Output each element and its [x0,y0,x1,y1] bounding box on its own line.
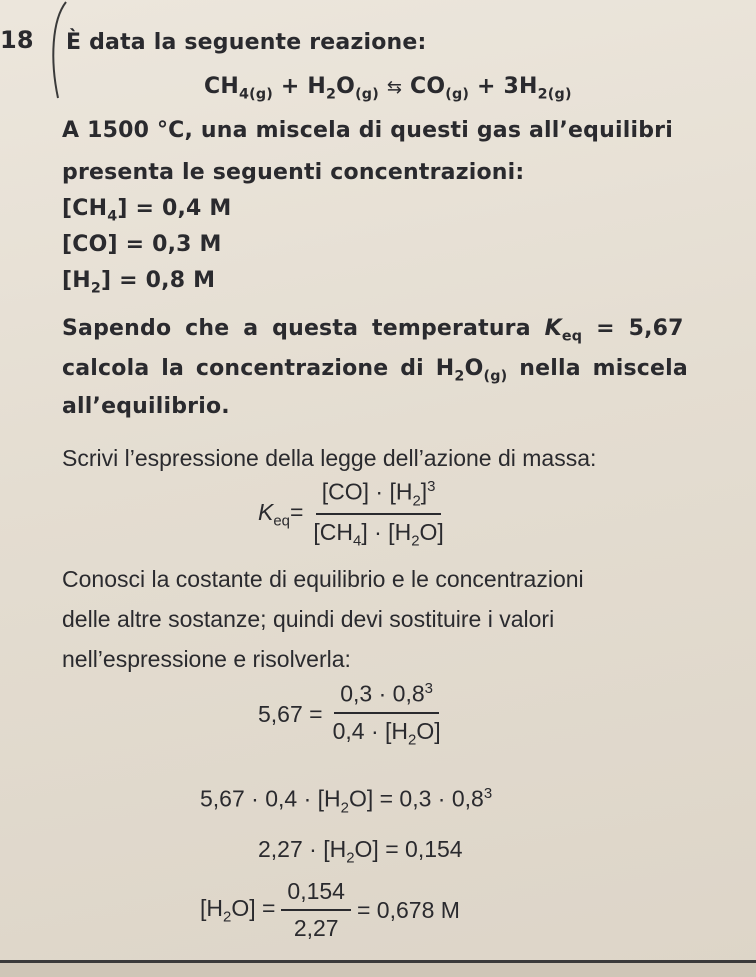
substitution-denominator: $0,4 \cdot [H_2O]$ [332,717,441,749]
problem-eq-line: all’equilibrio. [62,394,230,419]
problem-keq-line: Sapendo che a questa temperatura $K_{eq} = 5,67$ [62,316,684,345]
problem-line-2: A 1500 °C, una miscela di questi gas all’equilibri [62,118,673,143]
solution-step-2-line-3: nell’espressione e risolverla: [62,646,351,672]
reaction-equation: $CH_{4(g)} + H_2O_{(g)}$ ⇆ $CO_{(g)} + 3H_{2(g)}$ [204,74,572,103]
keq-expression: $K_{eq}=$ $\frac{[CO] \cdot [H_2]^3}{[CH_4] \cdot [H_2O]}$ [258,478,450,550]
final-denominator: 2,27 [293,915,339,941]
final-numerator: 0,154 [281,878,351,911]
problem-number: 18 [0,26,34,54]
equation-line-a: $5,67 \cdot 0,4 \cdot [H_2O] = 0,3 \cdot 0,8^3$ [200,785,493,817]
page-bottom-edge [0,960,756,977]
keq-numerator: $[CO] \cdot [H_2]^3$ [316,478,442,515]
solution-step-2-line-1: Conosci la costante di equilibrio e le concentrazioni [62,566,584,592]
problem-intro: È data la seguente reazione: [66,30,427,55]
concentration-co: [CO] = 0,3 M [62,232,222,257]
substitution-equation: 5,67 = $\frac{0,3 \cdot 0,8^3}{0,4 \cdot [H_2O]}$ [258,680,447,748]
final-result: $[H_2O]$ = $\frac{0,154}{2,27}$ = 0,678 M [200,878,460,941]
equation-line-b: $2,27 \cdot [H_2O] = 0,154$ [258,836,463,867]
problem-calc-line: calcola la concentrazione di $H_2O_{(g)}$ nella miscela [62,356,688,385]
concentration-h2: $[H_2] = 0,8$ M [62,268,216,297]
problem-line-3: presenta le seguenti concentrazioni: [62,160,525,185]
solution-step-2-line-2: delle altre sostanze; quindi devi sostituire i valori [62,606,555,632]
substitution-numerator: $0,3 \cdot 0,8^3$ [334,680,439,714]
solution-step-1: Scrivi l’espressione della legge dell’azione di massa: [62,445,597,471]
concentration-ch4: $[CH_4] = 0,4$ M [62,196,232,225]
keq-denominator: $[CH_4] \cdot [H_2O]$ [313,519,444,550]
equilibrium-arrow-icon: ⇆ [386,77,403,98]
